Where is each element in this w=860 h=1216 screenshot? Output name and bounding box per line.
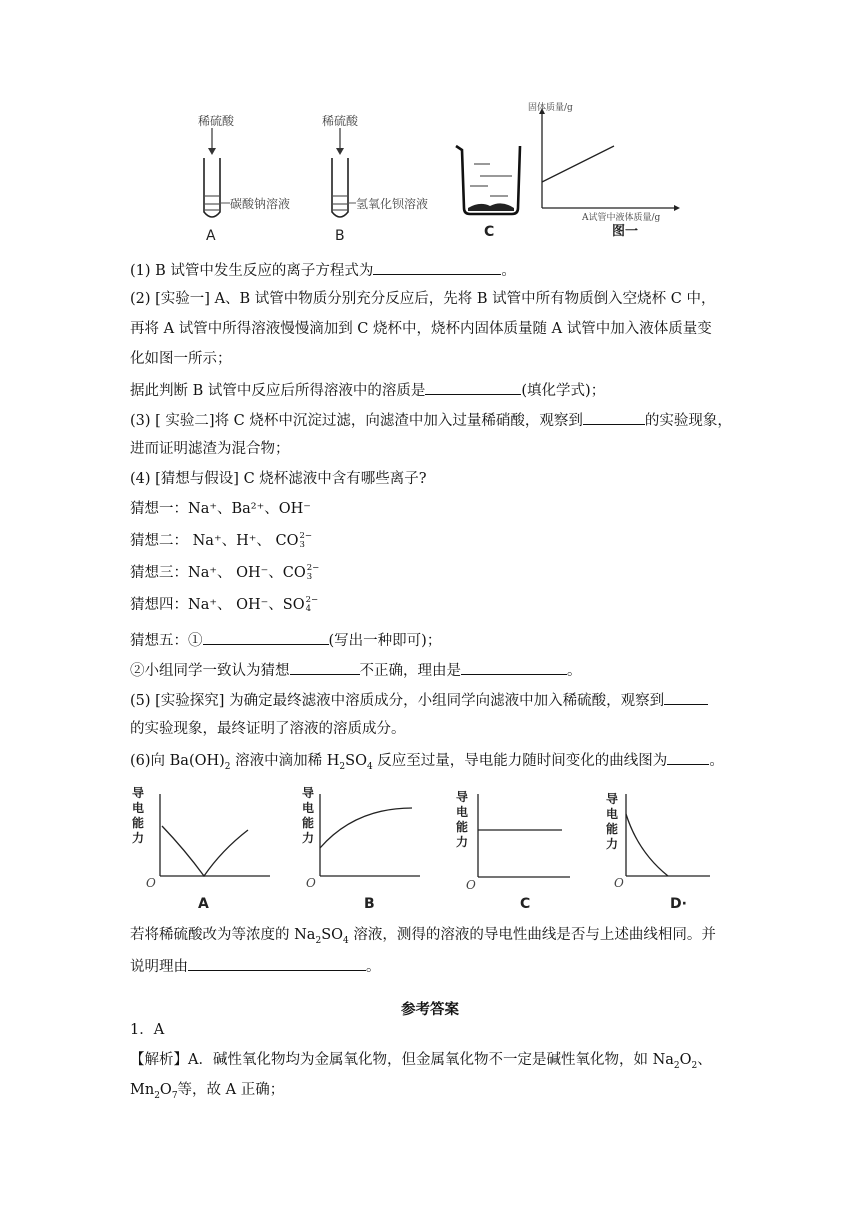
- guess-5: 猜想五：① (写出一种即可)；: [130, 629, 441, 651]
- graph-d-origin: O: [614, 876, 624, 890]
- tube-b-solution: 氢氧化钡溶液: [356, 197, 429, 211]
- question-6: (6)向 $Ba(OH)_2$ 溶液中滴加稀 $H_2SO_4$ 反应至过量，导电能力随时间变化的曲线图为 。: [130, 749, 724, 777]
- graph-c-ylabel: 导 电 能 力: [456, 790, 469, 849]
- question-4-part-2: ②小组同学一致认为猜想 不正确，理由是 。: [130, 659, 582, 681]
- graph-ylabel: 固体质量/g: [528, 103, 573, 113]
- answer-blank-q5[interactable]: [664, 689, 708, 705]
- answer-blank-followup[interactable]: [188, 955, 366, 971]
- followup-line-2: 说明理由 。: [130, 955, 381, 977]
- tube-a-label: A: [206, 228, 216, 244]
- tube-b-reagent: 稀硫酸: [322, 114, 359, 128]
- guess-1: 猜想一：Na⁺、Ba²⁺、OH⁻: [130, 501, 311, 517]
- answer-blank-guess5[interactable]: [203, 629, 329, 645]
- tube-a-reagent: 稀硫酸: [198, 114, 235, 128]
- followup-line-1: 若将稀硫酸改为等浓度的 $Na_2SO_4$ 溶液，测得的溶液的导电性曲线是否与上述曲线相同。并: [130, 927, 716, 946]
- guess-4: 猜想四：Na⁺、 OH⁻、SO 2− 4: [130, 595, 319, 614]
- figure-2-drawing: [130, 780, 720, 915]
- question-2-line-2: 再将 A 试管中所得溶液慢慢滴加到 C 烧杯中，烧杯内固体质量随 A 试管中加入液体质量变: [130, 321, 712, 337]
- graph-d-curve: [626, 814, 668, 876]
- question-5-line-2: 的实验现象，最终证明了溶液的溶质成分。: [130, 721, 406, 737]
- graph-c-label: C: [520, 896, 531, 912]
- figure-1: [190, 100, 690, 250]
- graph-d-label: D·: [670, 896, 687, 912]
- answer-blank-reason[interactable]: [461, 659, 567, 675]
- graph-a-label: A: [198, 896, 209, 912]
- answers-heading: 参考答案: [401, 1001, 459, 1018]
- graph-b-origin: O: [306, 876, 316, 890]
- question-2-line-3: 化如图一所示；: [130, 351, 232, 367]
- answer-blank-guess-number[interactable]: [290, 659, 360, 675]
- graph-d-ylabel: 导 电 能 力: [606, 792, 619, 851]
- graph-xlabel: A试管中液体质量/g: [582, 213, 661, 223]
- graph-b-ylabel: 导 电 能 力: [302, 786, 315, 845]
- figure-caption: 图一: [612, 224, 639, 239]
- graph-a-curve: [162, 826, 248, 876]
- answer-blank-q1[interactable]: [373, 259, 501, 275]
- graph-c-origin: O: [466, 878, 476, 892]
- graph-a-ylabel: 导 电 能 力: [132, 786, 145, 845]
- answer-blank-q2[interactable]: [425, 379, 521, 395]
- question-2-line-1: (2) [实验一] A、B 试管中物质分别充分反应后，先将 B 试管中所有物质倒入空烧杯 C 中，: [130, 291, 716, 307]
- graph-b-curve: [320, 808, 412, 848]
- graph-b-label: B: [364, 896, 375, 912]
- guess-2: 猜想二： Na⁺、H⁺、 CO 2− 3: [130, 531, 313, 550]
- question-3-line-1: (3) [ 实验二]将 C 烧杯中沉淀过滤，向滤渣中加入过量稀硝酸，观察到 的实验现象，: [130, 409, 732, 431]
- answer-blank-q3[interactable]: [583, 409, 645, 425]
- guess-3: 猜想三：Na⁺、 OH⁻、CO 2− 3: [130, 563, 320, 582]
- answer-1: 1．A: [130, 1022, 165, 1038]
- figure-2: [130, 780, 720, 915]
- beaker-label: C: [484, 224, 495, 240]
- graph-a-origin: O: [146, 876, 156, 890]
- question-4: (4) [猜想与假设] C 烧杯滤液中含有哪些离子?: [130, 471, 427, 487]
- explanation-line-1: 【解析】A．碱性氧化物均为金属氧化物，但金属氧化物不一定是碱性氧化物，如 $Na_2O_2$、: [130, 1052, 712, 1071]
- question-3-line-2: 进而证明滤渣为混合物；: [130, 441, 290, 457]
- explanation-line-2: $Mn_2O_7$等，故 A 正确；: [130, 1082, 285, 1101]
- graph-a-axes: [160, 794, 270, 876]
- tube-a-solution: 碳酸钠溶液: [230, 197, 291, 211]
- question-2-line-4: 据此判断 B 试管中反应后所得溶液中的溶质是 (填化学式)；: [130, 379, 605, 401]
- question-5-line-1: (5) [实验探究] 为确定最终滤液中溶质成分，小组同学向滤液中加入稀硫酸，观察到: [130, 689, 708, 711]
- answer-blank-q6[interactable]: [667, 749, 709, 765]
- question-1: (1) B 试管中发生反应的离子方程式为 。: [130, 259, 516, 281]
- tube-b-label: B: [335, 228, 345, 244]
